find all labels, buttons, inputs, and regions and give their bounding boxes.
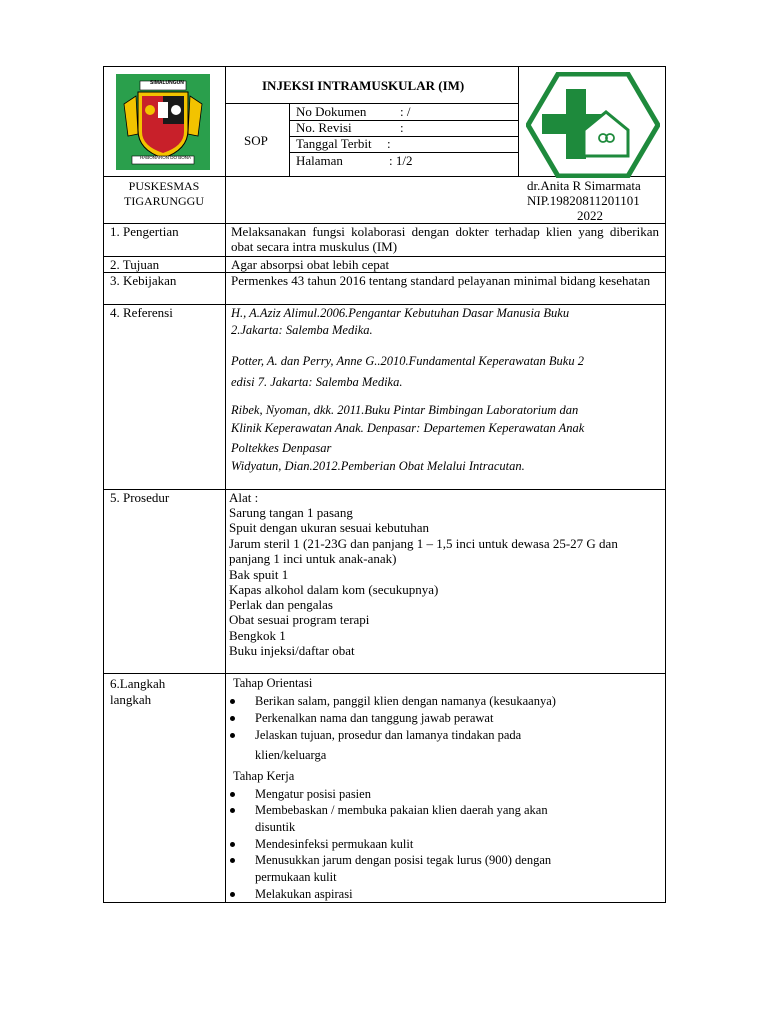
logo-bottom-banner-text: HABONARON DO BONA xyxy=(140,155,192,160)
reference-line: edisi 7. Jakarta: Salemba Medika. xyxy=(231,375,403,389)
procedure-line: Alat : xyxy=(229,490,259,505)
reference-line: Poltekkes Denpasar xyxy=(231,441,332,455)
simalungun-logo xyxy=(116,74,210,170)
work-step-continued: permukaan kulit xyxy=(255,870,337,884)
section-label-tujuan: 2. Tujuan xyxy=(110,257,160,272)
institution-place: TIGARUNGGU xyxy=(124,194,204,208)
signatory-nip: NIP.19820811201101 xyxy=(527,193,640,208)
revision-value: : xyxy=(400,120,404,135)
logo-top-banner-text: SIMALUNGUN xyxy=(150,80,184,86)
reference-line: H., A.Aziz Alimul.2006.Pengantar Kebutuhan Dasar Manusia Buku xyxy=(231,306,570,320)
procedure-line: Buku injeksi/daftar obat xyxy=(229,643,355,658)
procedure-line: Obat sesuai program terapi xyxy=(229,612,370,627)
issue-date-label: Tanggal Terbit xyxy=(296,136,372,151)
section-label-langkah-2: langkah xyxy=(110,692,152,707)
section-label-kebijakan: 3. Kebijakan xyxy=(110,273,177,288)
doc-number-value: : / xyxy=(400,104,411,119)
orientation-step: Perkenalkan nama dan tanggung jawab perawat xyxy=(255,711,494,725)
table-column-divider xyxy=(225,66,226,903)
doc-number-label: No Dokumen xyxy=(296,104,367,119)
procedure-line: Perlak dan pengalas xyxy=(229,597,333,612)
orientation-step-continued: klien/keluarga xyxy=(255,748,327,762)
header-right-divider xyxy=(518,66,519,176)
section-text-tujuan: Agar absorpsi obat lebih cepat xyxy=(231,257,390,272)
section-text-kebijakan: Permenkes 43 tahun 2016 tentang standard pelayanan minimal bidang kesehatan xyxy=(231,273,651,288)
doc-fields-divider xyxy=(289,103,290,176)
row-line xyxy=(103,489,666,490)
section-label-langkah: 6.Langkah xyxy=(110,676,166,691)
reference-line: Potter, A. dan Perry, Anne G..2010.Fundamental Keperawatan Buku 2 xyxy=(231,354,584,368)
work-step-continued: disuntik xyxy=(255,820,296,834)
work-stage-title: Tahap Kerja xyxy=(233,769,295,783)
title-row-bottom xyxy=(225,103,518,104)
table-border-right xyxy=(665,66,666,903)
work-step: Melakukan aspirasi xyxy=(255,887,353,901)
procedure-line: Jarum steril 1 (21-23G dan panjang 1 – 1,5 inci untuk dewasa 25-27 G dan xyxy=(229,536,618,551)
puskesmas-logo xyxy=(526,72,660,178)
procedure-line: panjang 1 inci untuk anak-anak) xyxy=(229,551,397,566)
institution-name: PUSKESMAS xyxy=(128,179,200,193)
reference-line: 2.Jakarta: Salemba Medika. xyxy=(231,323,373,337)
document-title: INJEKSI INTRAMUSKULAR (IM) xyxy=(262,78,465,93)
row-line xyxy=(103,673,666,674)
page-label: Halaman xyxy=(296,153,343,168)
work-step: Membebaskan / membuka pakaian klien daerah yang akan xyxy=(255,803,548,817)
bullet-icon xyxy=(230,699,235,704)
puskesmas-cross-icon xyxy=(526,72,660,178)
section-label-prosedur: 5. Prosedur xyxy=(110,490,170,505)
orientation-step: Berikan salam, panggil klien dengan namanya (kesukaanya) xyxy=(255,694,556,708)
bullet-icon xyxy=(230,792,235,797)
work-step: Mendesinfeksi permukaan kulit xyxy=(255,837,414,851)
reference-line: Ribek, Nyoman, dkk. 2011.Buku Pintar Bimbingan Laboratorium dan xyxy=(231,403,579,417)
revision-label: No. Revisi xyxy=(296,120,352,135)
reference-line: Widyatun, Dian.2012.Pemberian Obat Melalui Intracutan. xyxy=(231,459,525,473)
bullet-icon xyxy=(230,858,235,863)
orientation-step: Jelaskan tujuan, prosedur dan lamanya tindakan pada xyxy=(255,728,522,742)
bullet-icon xyxy=(230,842,235,847)
procedure-line: Bak spuit 1 xyxy=(229,567,289,582)
sop-label: SOP xyxy=(244,133,268,148)
signatory-year: 2022 xyxy=(577,208,603,223)
signatory-name: dr.Anita R Simarmata xyxy=(527,178,641,193)
bullet-icon xyxy=(230,733,235,738)
bullet-icon xyxy=(230,892,235,897)
procedure-line: Spuit dengan ukuran sesuai kebutuhan xyxy=(229,520,430,535)
bullet-icon xyxy=(230,716,235,721)
issue-date-value: : xyxy=(387,136,391,151)
reference-line: Klinik Keperawatan Anak. Denpasar: Departemen Keperawatan Anak xyxy=(231,421,585,435)
section-label-referensi: 4. Referensi xyxy=(110,305,173,320)
section-text-pengertian: Melaksanakan fungsi kolaborasi dengan dokter terhadap klien yang diberikan obat secara intra muskulus (IM) xyxy=(231,224,659,254)
procedure-line: Sarung tangan 1 pasang xyxy=(229,505,353,520)
procedure-line: Kapas alkohol dalam kom (secukupnya) xyxy=(229,582,439,597)
orientation-stage-title: Tahap Orientasi xyxy=(233,676,313,690)
table-border-bottom xyxy=(103,902,666,903)
bullet-icon xyxy=(230,808,235,813)
work-step: Mengatur posisi pasien xyxy=(255,787,371,801)
section-label-pengertian: 1. Pengertian xyxy=(110,224,179,239)
page-value: : 1/2 xyxy=(389,153,413,168)
table-border-top xyxy=(103,66,666,67)
procedure-line: Bengkok 1 xyxy=(229,628,286,643)
work-step: Menusukkan jarum dengan posisi tegak lurus (900) dengan xyxy=(255,853,552,867)
